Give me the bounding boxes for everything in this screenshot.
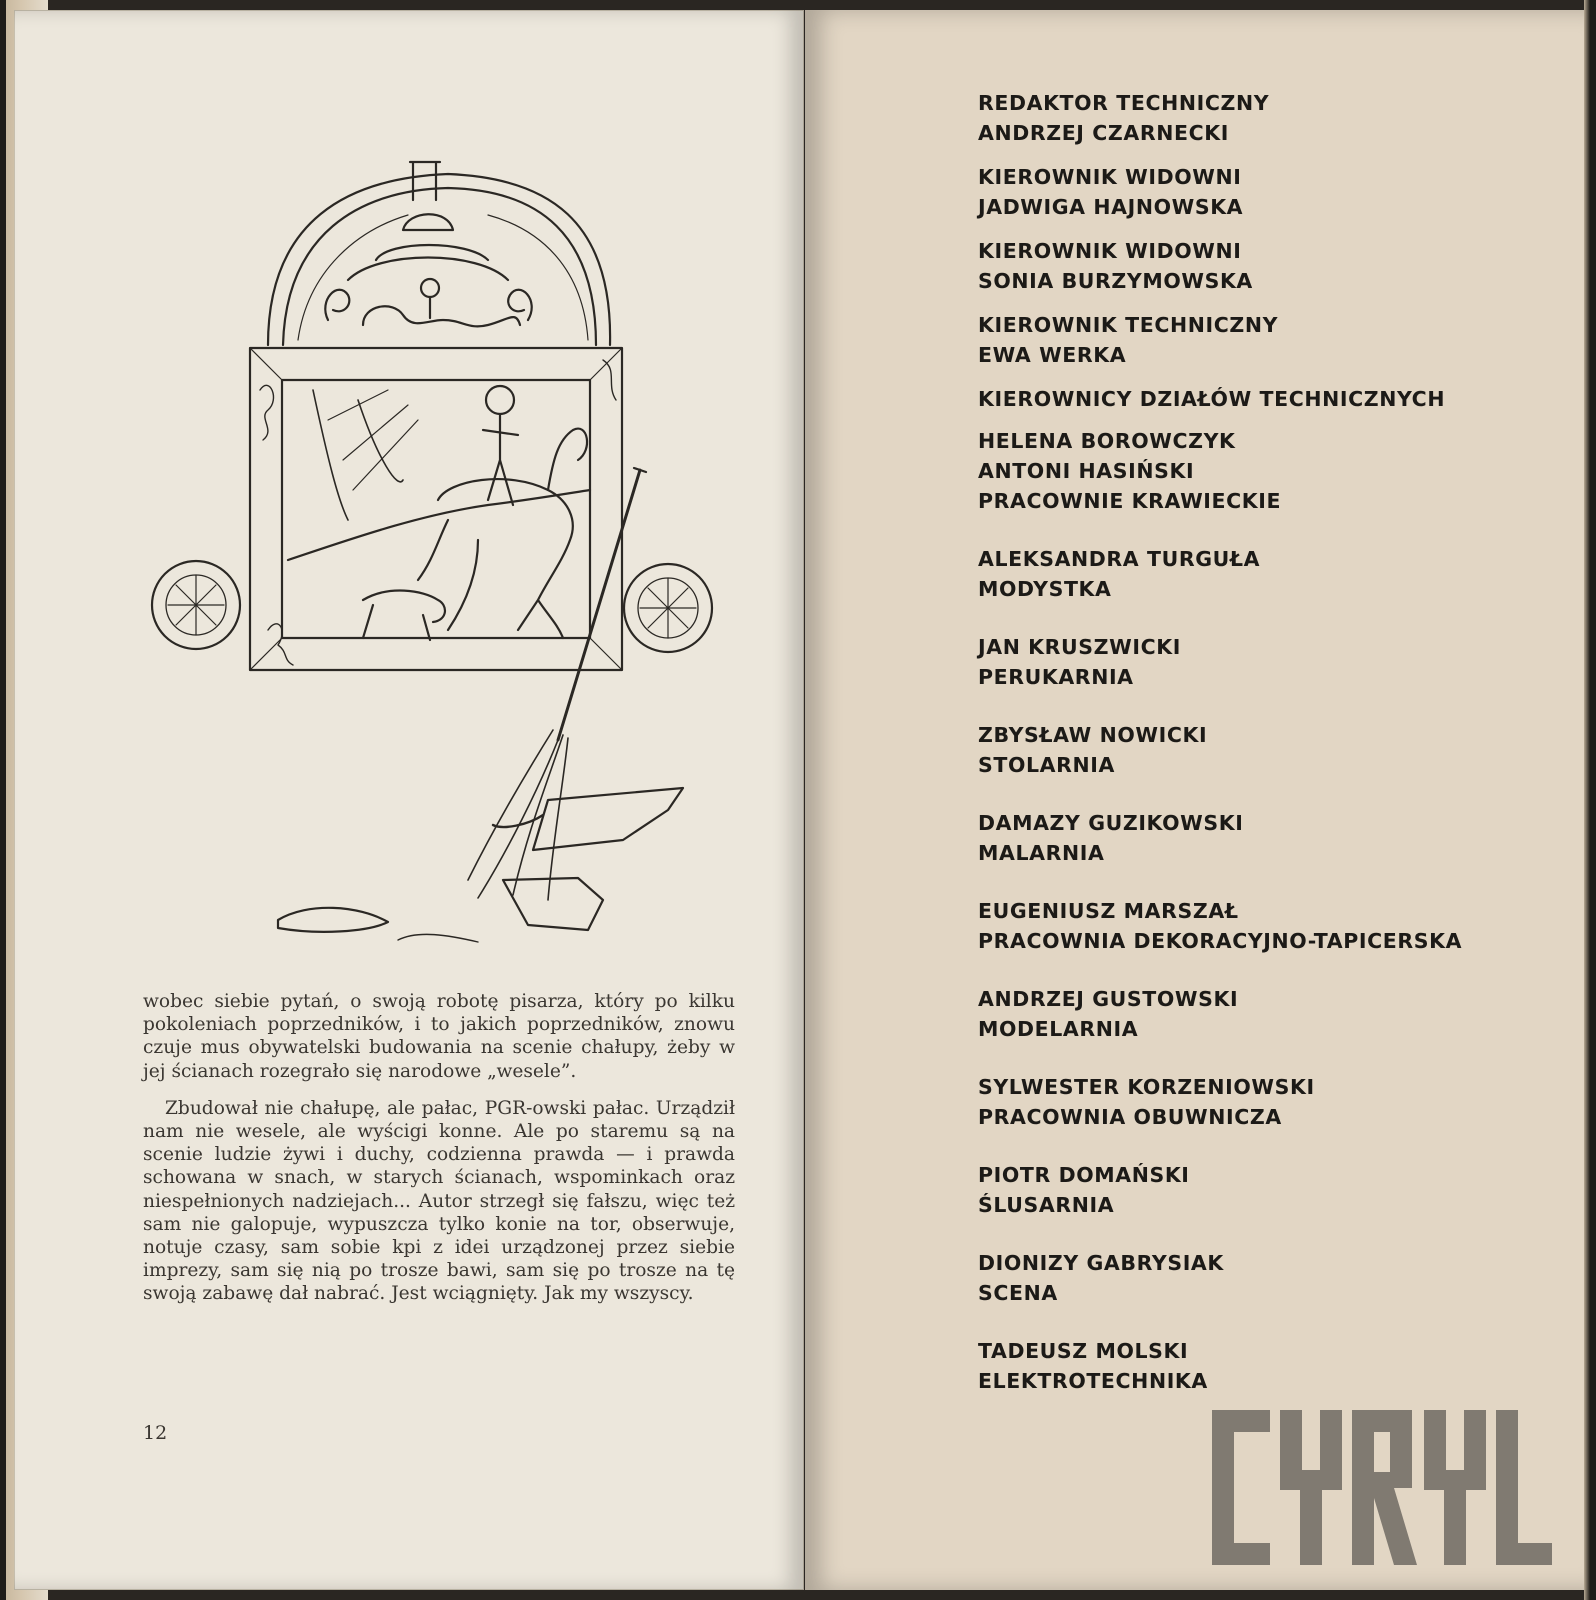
credit-role: KIEROWNICY DZIAŁÓW TECHNICZNYCH (978, 387, 1446, 411)
credit-entry (978, 896, 1538, 956)
credits-list (978, 88, 1538, 1396)
credit-role: ŚLUSARNIA (978, 1193, 1115, 1217)
credit-person: PIOTR DOMAŃSKI (978, 1163, 1190, 1187)
cyryl-watermark-logo (1212, 1410, 1562, 1565)
credit-person: SYLWESTER KORZENIOWSKI (978, 1075, 1315, 1099)
credit-role: PRACOWNIA OBUWNICZA (978, 1105, 1282, 1129)
credit-person: ALEKSANDRA TURGUŁA (978, 547, 1261, 571)
credit-person: EWA WERKA (978, 343, 1127, 367)
credit-entry (978, 384, 1538, 414)
book-cover-edge-right (1584, 0, 1596, 1600)
credit-role: STOLARNIA (978, 753, 1115, 777)
credit-person: SONIA BURZYMOWSKA (978, 269, 1253, 293)
credit-person: DIONIZY GABRYSIAK (978, 1251, 1224, 1275)
credit-entry (978, 1336, 1538, 1396)
credit-entry (978, 88, 1538, 148)
credit-role: MODELARNIA (978, 1017, 1139, 1041)
credit-entry (978, 1072, 1538, 1132)
credit-entry (978, 544, 1538, 604)
credit-entry (978, 720, 1538, 780)
credit-entry (978, 310, 1538, 370)
credit-role: MODYSTKA (978, 577, 1112, 601)
body-text (143, 990, 735, 1320)
credit-person: TADEUSZ MOLSKI (978, 1339, 1189, 1363)
credit-entry (978, 1248, 1538, 1308)
credit-entry (978, 162, 1538, 222)
credit-person: JADWIGA HAJNOWSKA (978, 195, 1244, 219)
credit-person: ANTONI HASIŃSKI (978, 459, 1195, 483)
credit-person: ANDRZEJ CZARNECKI (978, 121, 1229, 145)
credit-role: KIEROWNIK WIDOWNI (978, 239, 1242, 263)
credit-person: ANDRZEJ GUSTOWSKI (978, 987, 1239, 1011)
credit-person: EUGENIUSZ MARSZAŁ (978, 899, 1239, 923)
credit-role: REDAKTOR TECHNICZNY (978, 91, 1270, 115)
paragraph-2: Zbudował nie chałupę, ale pałac, PGR-owski pałac. Urządził nam nie wesele, ale wyścigi konne. Ale po staremu są na scenie ludzie żywi i duchy, codzienna prawda — i prawda schowana w snach, w starych ścianach, wspominkach oraz niespełnionych nadziejach... Autor strzegł się fałszu, więc też sam nie galopuje, wypuszcza tylko konie na tor, obserwuje, notuje czasy, sam sobie kpi z idei urządzonej przez siebie imprezy, sam się nią po trosze bawi, sam się po trosze na tę swoją zabawę dał nabrać. Jest wciągnięty. Jak my wszyscy. (143, 1097, 735, 1305)
credit-role: MALARNIA (978, 841, 1105, 865)
page-number: 12 (143, 1422, 168, 1444)
credit-entry (978, 984, 1538, 1044)
credit-person: JAN KRUSZWICKI (978, 635, 1181, 659)
credit-role: ELEKTROTECHNIKA (978, 1369, 1208, 1393)
credit-entry (978, 632, 1538, 692)
credit-person: ZBYSŁAW NOWICKI (978, 723, 1208, 747)
credit-person: HELENA BOROWCZYK (978, 429, 1236, 453)
credit-entry (978, 1160, 1538, 1220)
credit-role: PERUKARNIA (978, 665, 1134, 689)
credit-role: SCENA (978, 1281, 1058, 1305)
illustration-drawing (148, 160, 748, 980)
credit-role: PRACOWNIA DEKORACYJNO-TAPICERSKA (978, 929, 1463, 953)
credit-entry (978, 808, 1538, 868)
credit-role: PRACOWNIE KRAWIECKIE (978, 489, 1282, 513)
credit-entry (978, 426, 1538, 516)
credit-entry (978, 236, 1538, 296)
paragraph-1: wobec siebie pytań, o swoją robotę pisarza, który po kilku pokoleniach poprzedników, i to jakich poprzedników, znowu czuje mus obywatelski budowania na scenie chałupy, żeby w jej ścianach rozegrało się narodowe „wesele”. (143, 991, 735, 1082)
credit-role: KIEROWNIK TECHNICZNY (978, 313, 1279, 337)
credit-role: KIEROWNIK WIDOWNI (978, 165, 1242, 189)
credit-person: DAMAZY GUZIKOWSKI (978, 811, 1244, 835)
